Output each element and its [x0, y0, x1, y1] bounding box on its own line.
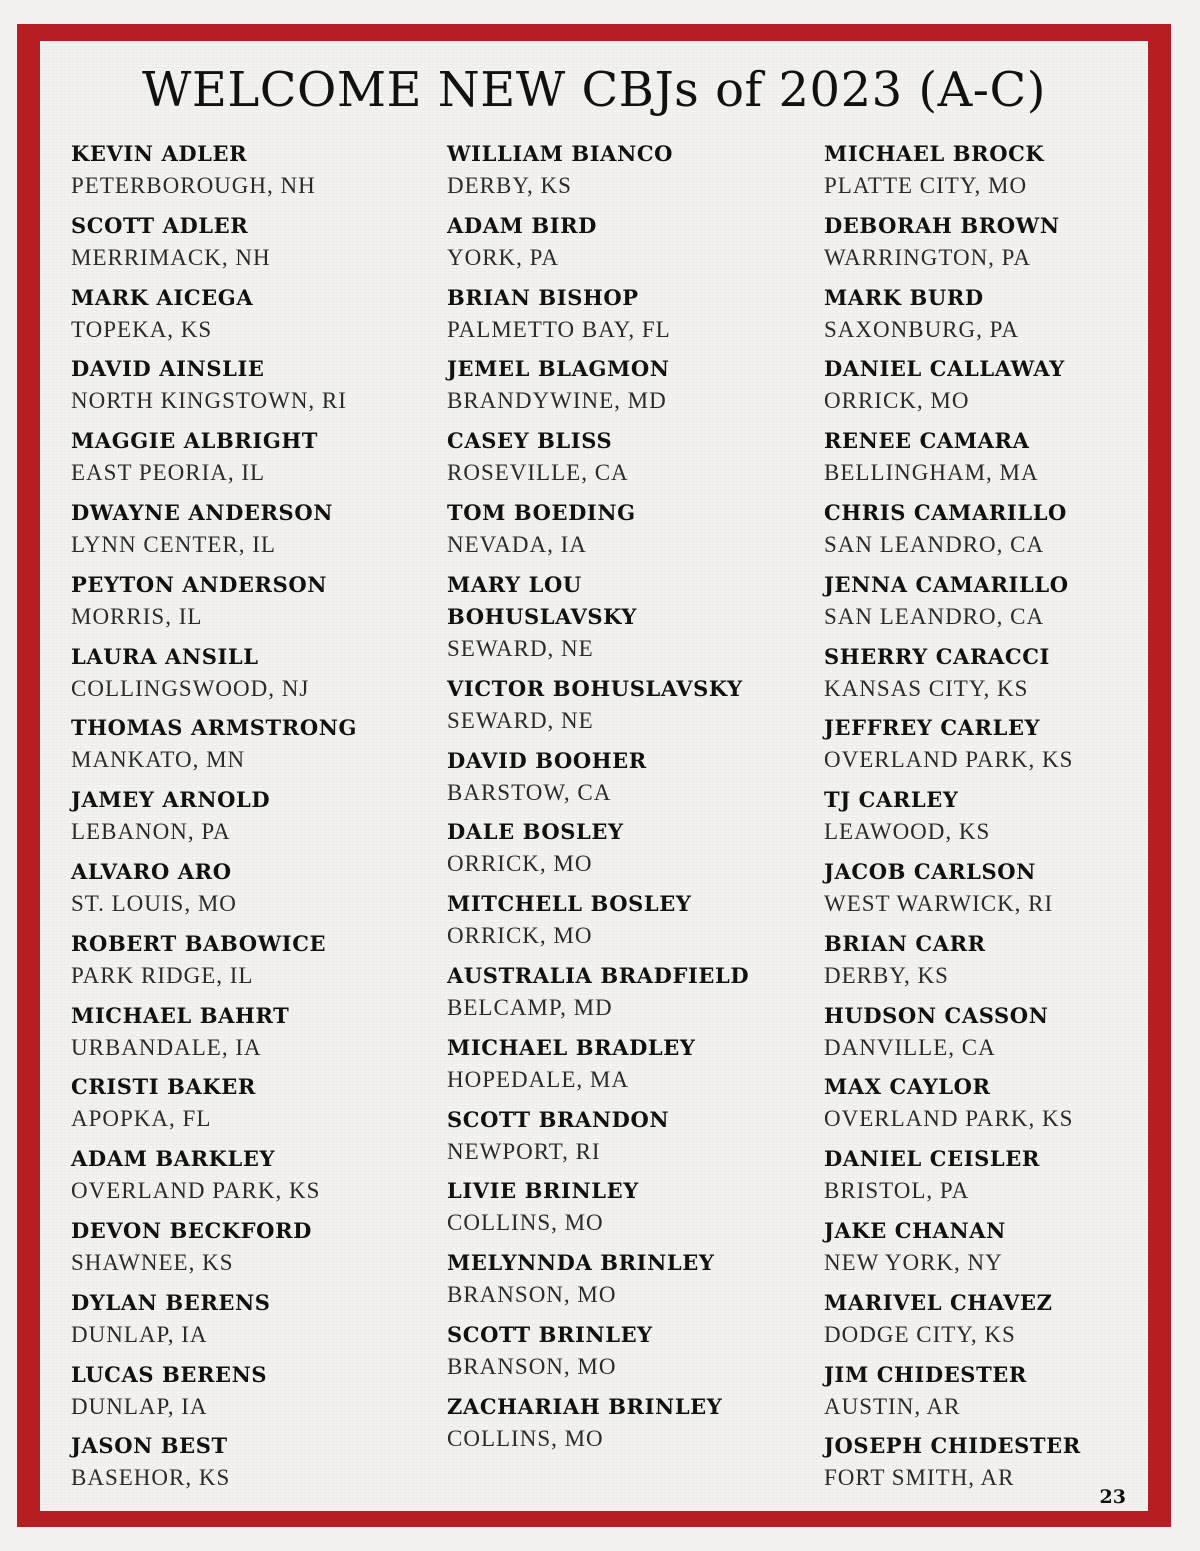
member-name: RENEE CAMARA: [824, 428, 1030, 454]
page-title: WELCOME NEW CBJs of 2023 (A-C): [142, 62, 1046, 118]
member-name: VICTOR BOHUSLAVSKY: [447, 675, 743, 701]
list-item: [71, 497, 431, 569]
member-name: DANIEL CEISLER: [824, 1146, 1040, 1172]
list-item: [824, 1359, 1184, 1431]
member-location: SHAWNEE, KS: [71, 1249, 234, 1275]
member-name: JAMEY ARNOLD: [71, 787, 271, 813]
member-location: DUNLAP, IA: [71, 1321, 208, 1347]
member-location: PALMETTO BAY, FL: [447, 316, 671, 342]
list-item: [71, 1143, 431, 1215]
member-location: APOPKA, FL: [71, 1106, 212, 1132]
list-item: [824, 425, 1184, 497]
member-location: EAST PEORIA, IL: [71, 460, 266, 486]
member-location: OVERLAND PARK, KS: [71, 1178, 321, 1204]
member-location: KANSAS CITY, KS: [824, 675, 1029, 701]
list-item: [71, 353, 431, 425]
member-name: MICHAEL BRADLEY: [447, 1034, 696, 1060]
member-name: MITCHELL BOSLEY: [447, 891, 692, 917]
list-item: [824, 210, 1184, 282]
member-name: ALVARO ARO: [71, 858, 232, 884]
member-location: BASEHOR, KS: [71, 1465, 231, 1491]
member-name: ADAM BARKLEY: [71, 1146, 276, 1172]
list-item: [824, 497, 1184, 569]
member-name: MICHAEL BROCK: [824, 141, 1045, 166]
list-item: [447, 1247, 807, 1319]
list-item: [447, 816, 807, 888]
member-name-line-2: BOHUSLAVSKY: [447, 603, 638, 629]
member-location: BARSTOW, CA: [447, 779, 612, 805]
list-item: [447, 960, 807, 1032]
member-location: LEAWOOD, KS: [824, 819, 991, 845]
member-location: LEBANON, PA: [71, 819, 231, 845]
names-column-1: [71, 138, 431, 1502]
member-location: COLLINS, MO: [447, 1210, 604, 1236]
list-item: [824, 712, 1184, 784]
member-name: PEYTON ANDERSON: [71, 571, 328, 597]
list-item: [447, 425, 807, 497]
list-item: [824, 784, 1184, 856]
member-name: MARK AICEGA: [71, 284, 254, 310]
member-name: TOM BOEDING: [447, 499, 636, 525]
member-name: JAKE CHANAN: [824, 1217, 1006, 1243]
member-location: SEWARD, NE: [447, 635, 594, 661]
member-location: COLLINS, MO: [447, 1425, 604, 1451]
list-item: [824, 1000, 1184, 1072]
list-item: [71, 1430, 431, 1502]
member-location: WARRINGTON, PA: [824, 244, 1031, 270]
member-name: SCOTT BRANDON: [447, 1106, 670, 1132]
member-name: JEFFREY CARLEY: [824, 715, 1041, 741]
member-location: BRANSON, MO: [447, 1353, 617, 1379]
member-location: ROSEVILLE, CA: [447, 460, 629, 486]
list-item: [447, 888, 807, 960]
member-location: COLLINGSWOOD, NJ: [71, 675, 310, 701]
member-name: AUSTRALIA BRADFIELD: [447, 962, 750, 988]
list-item: [447, 673, 807, 745]
list-item: [71, 569, 431, 641]
member-location: PLATTE CITY, MO: [824, 173, 1028, 198]
member-location: NEVADA, IA: [447, 531, 587, 557]
member-name: LIVIE BRINLEY: [447, 1178, 639, 1204]
member-name: MAX CAYLOR: [824, 1074, 991, 1100]
member-location: DANVILLE, CA: [824, 1034, 996, 1060]
member-location: NEW YORK, NY: [824, 1249, 1003, 1275]
names-column-3: [824, 138, 1184, 1502]
member-name: ZACHARIAH BRINLEY: [447, 1393, 723, 1419]
member-name: JOSEPH CHIDESTER: [824, 1433, 1081, 1459]
member-name: HUDSON CASSON: [824, 1002, 1049, 1028]
member-location: SAXONBURG, PA: [824, 316, 1019, 342]
list-item: [824, 1287, 1184, 1359]
member-name: LUCAS BERENS: [71, 1361, 268, 1387]
member-location: DERBY, KS: [447, 173, 572, 198]
member-name: ADAM BIRD: [447, 212, 597, 238]
member-location: SEWARD, NE: [447, 707, 594, 733]
member-location: MORRIS, IL: [71, 603, 203, 629]
member-location: BELLINGHAM, MA: [824, 460, 1039, 486]
member-name: MELYNNDA BRINLEY: [447, 1250, 715, 1276]
member-location: ORRICK, MO: [447, 851, 593, 877]
member-location: LYNN CENTER, IL: [71, 531, 276, 557]
member-name: CRISTI BAKER: [71, 1074, 256, 1100]
member-location: BELCAMP, MD: [447, 994, 613, 1020]
list-item: [447, 282, 807, 354]
member-location: FORT SMITH, AR: [824, 1465, 1015, 1491]
list-item: [824, 1215, 1184, 1287]
member-name: DANIEL CALLAWAY: [824, 356, 1065, 382]
list-item: [71, 856, 431, 928]
list-item: [824, 928, 1184, 1000]
member-location: HOPEDALE, MA: [447, 1066, 629, 1092]
list-item: [447, 1391, 807, 1463]
member-name: DEVON BECKFORD: [71, 1217, 312, 1243]
list-item: [71, 1359, 431, 1431]
member-name: JASON BEST: [71, 1433, 228, 1459]
member-name-line-1: MARY LOU: [447, 571, 582, 597]
list-item: [447, 353, 807, 425]
member-name: MARIVEL CHAVEZ: [824, 1289, 1053, 1315]
list-item: [824, 641, 1184, 713]
member-location: URBANDALE, IA: [71, 1034, 262, 1060]
list-item: [824, 1071, 1184, 1143]
list-item: [824, 353, 1184, 425]
member-location: YORK, PA: [447, 244, 559, 270]
list-item: [71, 784, 431, 856]
list-item: [71, 425, 431, 497]
list-item: [71, 138, 431, 210]
member-location: DODGE CITY, KS: [824, 1321, 1016, 1347]
member-name: DALE BOSLEY: [447, 819, 624, 845]
member-name: THOMAS ARMSTRONG: [71, 715, 358, 741]
list-item: [71, 712, 431, 784]
member-name: MAGGIE ALBRIGHT: [71, 428, 319, 454]
member-location: MERRIMACK, NH: [71, 244, 271, 270]
member-name: DAVID BOOHER: [447, 747, 647, 773]
member-location: BRANSON, MO: [447, 1282, 617, 1308]
member-name: ROBERT BABOWICE: [71, 930, 327, 956]
member-location: DERBY, KS: [824, 962, 949, 988]
list-item: [447, 210, 807, 282]
member-location: NORTH KINGSTOWN, RI: [71, 388, 347, 414]
member-name: BRIAN CARR: [824, 930, 986, 956]
member-name: JEMEL BLAGMON: [447, 356, 670, 382]
page-number: 23: [1099, 1486, 1126, 1508]
member-name: SCOTT ADLER: [71, 212, 249, 238]
list-item: [71, 928, 431, 1000]
list-item: [71, 641, 431, 713]
member-location: ST. LOUIS, MO: [71, 890, 237, 916]
member-name: WILLIAM BIANCO: [447, 141, 674, 166]
member-location: ORRICK, MO: [824, 388, 970, 414]
member-name: LAURA ANSILL: [71, 643, 259, 669]
list-item: [447, 138, 807, 210]
member-name: MARK BURD: [824, 284, 984, 310]
member-name: SHERRY CARACCI: [824, 643, 1050, 669]
member-location: OVERLAND PARK, KS: [824, 1106, 1074, 1132]
member-name: DEBORAH BROWN: [824, 212, 1060, 238]
member-location: NEWPORT, RI: [447, 1138, 601, 1164]
page-panel: [40, 41, 1148, 1511]
names-column-2: [447, 138, 807, 1463]
member-location: SAN LEANDRO, CA: [824, 531, 1045, 557]
member-name: DYLAN BERENS: [71, 1289, 271, 1315]
member-name: DAVID AINSLIE: [71, 356, 265, 382]
list-item: [824, 1143, 1184, 1215]
member-name: JIM CHIDESTER: [824, 1361, 1027, 1387]
list-item: [447, 497, 807, 569]
list-item: [447, 1032, 807, 1104]
list-item: [71, 1287, 431, 1359]
member-name: JACOB CARLSON: [824, 858, 1036, 884]
member-name: BRIAN BISHOP: [447, 284, 639, 310]
list-item: [447, 569, 807, 673]
list-item: [447, 1175, 807, 1247]
list-item: [824, 856, 1184, 928]
member-location: TOPEKA, KS: [71, 316, 213, 342]
list-item: [824, 1430, 1184, 1502]
member-location: SAN LEANDRO, CA: [824, 603, 1045, 629]
list-item: [71, 210, 431, 282]
list-item: [71, 1000, 431, 1072]
member-location: PETERBOROUGH, NH: [71, 173, 316, 198]
member-location: OVERLAND PARK, KS: [824, 747, 1074, 773]
list-item: [71, 282, 431, 354]
member-name: JENNA CAMARILLO: [824, 571, 1069, 597]
list-item: [71, 1071, 431, 1143]
member-name: [447, 569, 807, 633]
list-item: [824, 138, 1184, 210]
member-name: TJ CARLEY: [824, 787, 959, 813]
list-item: [447, 1319, 807, 1391]
list-item: [71, 1215, 431, 1287]
list-item: [447, 745, 807, 817]
list-item: [824, 282, 1184, 354]
list-item: [824, 569, 1184, 641]
member-location: PARK RIDGE, IL: [71, 962, 254, 988]
member-location: AUSTIN, AR: [824, 1393, 961, 1419]
member-name: KEVIN ADLER: [71, 141, 248, 166]
member-name: CASEY BLISS: [447, 428, 613, 454]
member-location: BRANDYWINE, MD: [447, 388, 667, 414]
member-location: WEST WARWICK, RI: [824, 890, 1054, 916]
member-name: CHRIS CAMARILLO: [824, 499, 1067, 525]
member-name: SCOTT BRINLEY: [447, 1321, 653, 1347]
member-name: MICHAEL BAHRT: [71, 1002, 290, 1028]
member-location: ORRICK, MO: [447, 923, 593, 949]
member-location: MANKATO, MN: [71, 747, 246, 773]
list-item: [447, 1104, 807, 1176]
member-location: DUNLAP, IA: [71, 1393, 208, 1419]
member-name: DWAYNE ANDERSON: [71, 499, 334, 525]
page-border: [17, 24, 1171, 1527]
member-location: BRISTOL, PA: [824, 1178, 970, 1204]
